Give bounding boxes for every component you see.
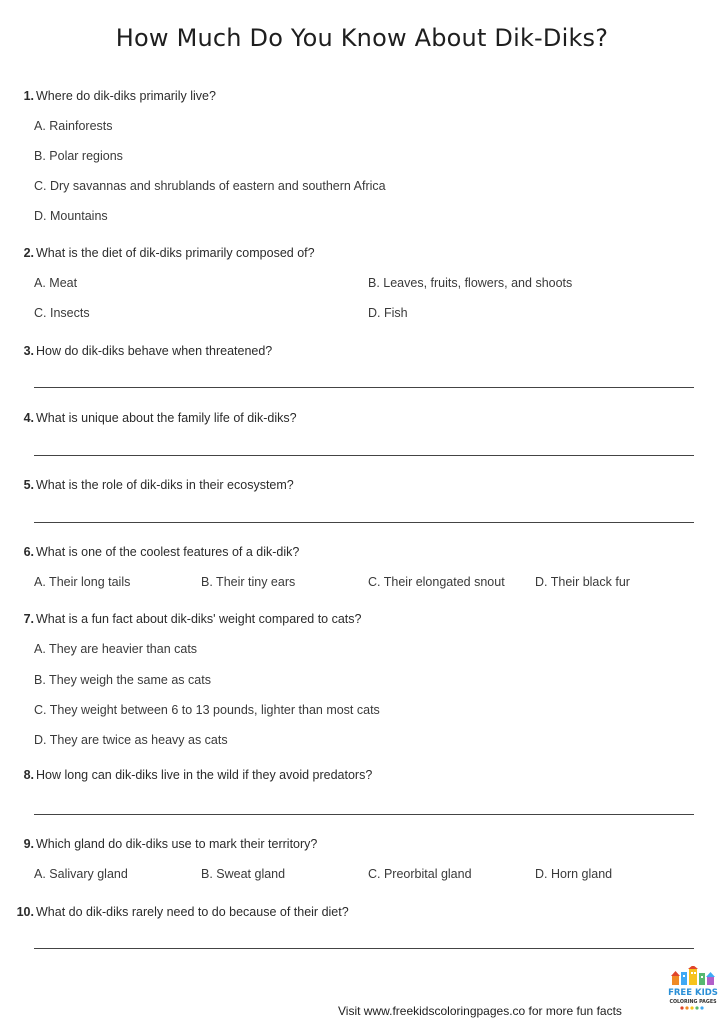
question-10 — [14, 905, 349, 919]
option-1d: D. Mountains — [34, 209, 108, 223]
question-number: 5. — [23, 478, 34, 492]
question-1 — [14, 89, 216, 103]
question-4 — [14, 411, 297, 425]
question-text: What is a fun fact about dik-diks' weight compared to cats? — [36, 612, 362, 626]
question-text: How do dik-diks behave when threatened? — [36, 344, 273, 358]
logo-text-line-2: COLORING PAGES — [669, 1000, 717, 1005]
question-number: 6. — [23, 545, 34, 559]
question-number: 7. — [23, 612, 34, 626]
question-7 — [14, 612, 361, 626]
question-text: Which gland do dik-diks use to mark their territory? — [36, 837, 318, 851]
footer-link-text[interactable]: Visit www.freekidscoloringpages.co for more fun facts — [338, 1004, 622, 1018]
question-number: 10. — [16, 905, 34, 919]
option-9a: A. Salivary gland — [34, 867, 128, 881]
option-7b: B. They weigh the same as cats — [34, 673, 211, 687]
option-2a: A. Meat — [34, 276, 78, 290]
option-2d: D. Fish — [368, 306, 408, 320]
free-kids-coloring-pages-logo-icon — [668, 966, 718, 1012]
question-2 — [14, 246, 315, 260]
question-5 — [14, 478, 294, 492]
question-9 — [14, 837, 317, 851]
question-3 — [14, 344, 272, 358]
answer-line-8[interactable] — [34, 814, 694, 815]
option-6c: C. Their elongated snout — [368, 575, 505, 589]
option-9c: C. Preorbital gland — [368, 867, 472, 881]
question-text: What is the diet of dik-diks primarily composed of? — [36, 246, 315, 260]
option-6d: D. Their black fur — [535, 575, 630, 589]
option-9d: D. Horn gland — [535, 867, 613, 881]
option-9b: B. Sweat gland — [201, 867, 286, 881]
option-2b: B. Leaves, fruits, flowers, and shoots — [368, 276, 573, 290]
page-title: How Much Do You Know About Dik-Diks? — [115, 24, 609, 52]
question-number: 4. — [23, 411, 34, 425]
question-number: 8. — [23, 768, 34, 782]
answer-line-5[interactable] — [34, 522, 694, 523]
question-8 — [14, 768, 372, 782]
question-number: 9. — [23, 837, 34, 851]
option-1c: C. Dry savannas and shrublands of eastern and southern Africa — [34, 179, 386, 193]
question-text: What is one of the coolest features of a dik-dik? — [36, 545, 300, 559]
option-1b: B. Polar regions — [34, 149, 123, 163]
question-text: How long can dik-diks live in the wild if they avoid predators? — [36, 768, 373, 782]
question-text: What do dik-diks rarely need to do because of their diet? — [36, 905, 349, 919]
question-number: 2. — [23, 246, 34, 260]
option-2c: C. Insects — [34, 306, 90, 320]
option-6b: B. Their tiny ears — [201, 575, 296, 589]
option-7d: D. They are twice as heavy as cats — [34, 733, 228, 747]
question-text: What is unique about the family life of dik-diks? — [36, 411, 297, 425]
logo-text-line-1: FREE KIDS — [668, 988, 718, 998]
question-6 — [14, 545, 299, 559]
answer-line-4[interactable] — [34, 455, 694, 456]
answer-line-3[interactable] — [34, 387, 694, 388]
question-number: 1. — [23, 89, 34, 103]
question-text: What is the role of dik-diks in their ecosystem? — [36, 478, 294, 492]
option-1a: A. Rainforests — [34, 119, 113, 133]
option-7c: C. They weight between 6 to 13 pounds, lighter than most cats — [34, 703, 380, 717]
option-7a: A. They are heavier than cats — [34, 642, 198, 656]
question-number: 3. — [23, 344, 34, 358]
answer-line-10[interactable] — [34, 948, 694, 949]
question-text: Where do dik-diks primarily live? — [36, 89, 216, 103]
option-6a: A. Their long tails — [34, 575, 131, 589]
